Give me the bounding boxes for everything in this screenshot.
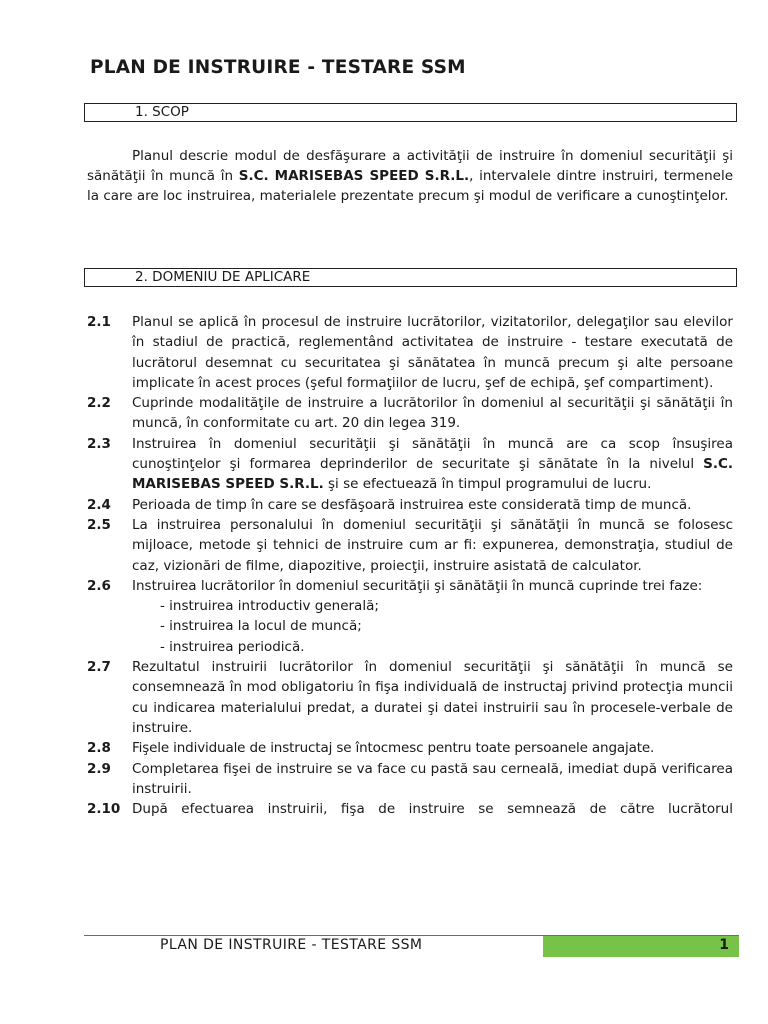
footer-title: PLAN DE INSTRUIRE - TESTARE SSM [160, 937, 423, 953]
item-number: 2.6 [87, 577, 111, 594]
item-text: Rezultatul instruirii lucrătorilor în domeniul securităţii şi sănătăţii în muncă se consemnează în mod obligatoriu în fişa individuală de instructaj privind protecţia muncii cu indicarea materialului predat, a duratei şi datei instruirii sau în procesele-verbale de instruire. [132, 659, 733, 736]
item-text-before: Instruirea în domeniul securităţii şi sănătăţii în muncă are ca scop însuşirea cunoştinţelor şi formarea deprinderilor de securitate şi sănătate în la nivelul [132, 435, 733, 473]
list-item [87, 576, 733, 657]
item-number: 2.3 [87, 435, 111, 452]
section-heading-domeniu [84, 268, 737, 287]
item-number: 2.2 [87, 395, 111, 412]
list-item [87, 434, 733, 495]
list-item [87, 393, 733, 434]
company-name: S.C. MARISEBAS SPEED S.R.L. [238, 168, 470, 184]
scope-text-after: , intervalele dintre instruiri, termenele la care are loc instruirea, materialele prezentate precum şi modul de verificare a cunoştinţelor. [87, 168, 733, 204]
footer-page-bar [543, 936, 739, 957]
item-text [132, 576, 733, 657]
item-number: 2.5 [87, 516, 111, 533]
sub-list-item: - instruirea periodică. [160, 638, 305, 655]
item-number: 2.7 [87, 659, 111, 676]
list-item [87, 312, 733, 393]
list-item [87, 759, 733, 800]
item-text: Planul se aplică în procesul de instruire lucrătorilor, vizitatorilor, delegaţilor sau elevilor în stadiul de practică, reglementând activitatea de instruire - testare executată de lucrătorul desemnat cu securitatea şi sănătatea în muncă precum şi alte persoane implicate în acest proces (şeful formaţiilor de lucru, şef de echipă, şef compartiment). [132, 314, 733, 391]
item-text: Perioada de timp în care se desfăşoară instruirea este considerată timp de muncă. [132, 496, 692, 513]
list-item [87, 657, 733, 738]
item-text-main: Instruirea lucrătorilor în domeniul securităţii şi sănătăţii în muncă cuprinde trei faze: [132, 577, 703, 594]
item-number: 2.4 [87, 496, 111, 513]
item-text [132, 434, 733, 495]
item-text: Cuprinde modalităţile de instruire a lucrătorilor în domeniul al securităţii şi sănătăţii în muncă, în conformitate cu art. 20 din legea 319. [132, 395, 733, 432]
item-number: 2.1 [87, 314, 111, 330]
section-heading-text: 1. SCOP [135, 104, 189, 120]
item-text: Completarea fişei de instruire se va face cu pastă sau cerneală, imediat după verificarea instruirii. [132, 760, 733, 797]
scope-paragraph [87, 146, 733, 206]
list-item [87, 799, 733, 819]
section-heading-scop [84, 103, 737, 122]
item-number: 2.9 [87, 760, 111, 777]
numbered-list [87, 312, 733, 819]
item-text: La instruirea personalului în domeniul securităţii şi sănătăţii în muncă se folosesc mijloace, metode şi tehnici de instruire cum ar fi: expunerea, demonstraţia, studiul de caz, vizionări de filme, diapozitive, proiecţii, instruire asistată de calculator. [132, 516, 733, 574]
list-item [87, 515, 733, 576]
section-heading-text: 2. DOMENIU DE APLICARE [135, 269, 311, 285]
scope-text-before: Planul descrie modul de desfăşurare a activităţii de instruire în domeniul securităţii şi sănătăţii în muncă în [87, 148, 733, 184]
item-number: 2.8 [87, 740, 111, 757]
item-number: 2.10 [87, 801, 121, 818]
page-title: PLAN DE INSTRUIRE - TESTARE SSM [90, 57, 466, 78]
company-name: S.C. MARISEBAS SPEED S.R.L. [132, 456, 733, 493]
list-item [87, 495, 733, 515]
page-number: 1 [719, 937, 729, 953]
item-text: După efectuarea instruirii, fişa de instruire se semnează de către lucrătorul [132, 801, 733, 818]
item-text-after: şi se efectuează în timpul programului de lucru. [323, 476, 652, 493]
sub-list-item: - instruirea la locul de muncă; [160, 618, 362, 635]
item-text: Fişele individuale de instructaj se întocmesc pentru toate persoanele angajate. [132, 740, 655, 757]
sub-list-item: - instruirea introductiv generală; [160, 598, 379, 615]
list-item [87, 738, 733, 758]
